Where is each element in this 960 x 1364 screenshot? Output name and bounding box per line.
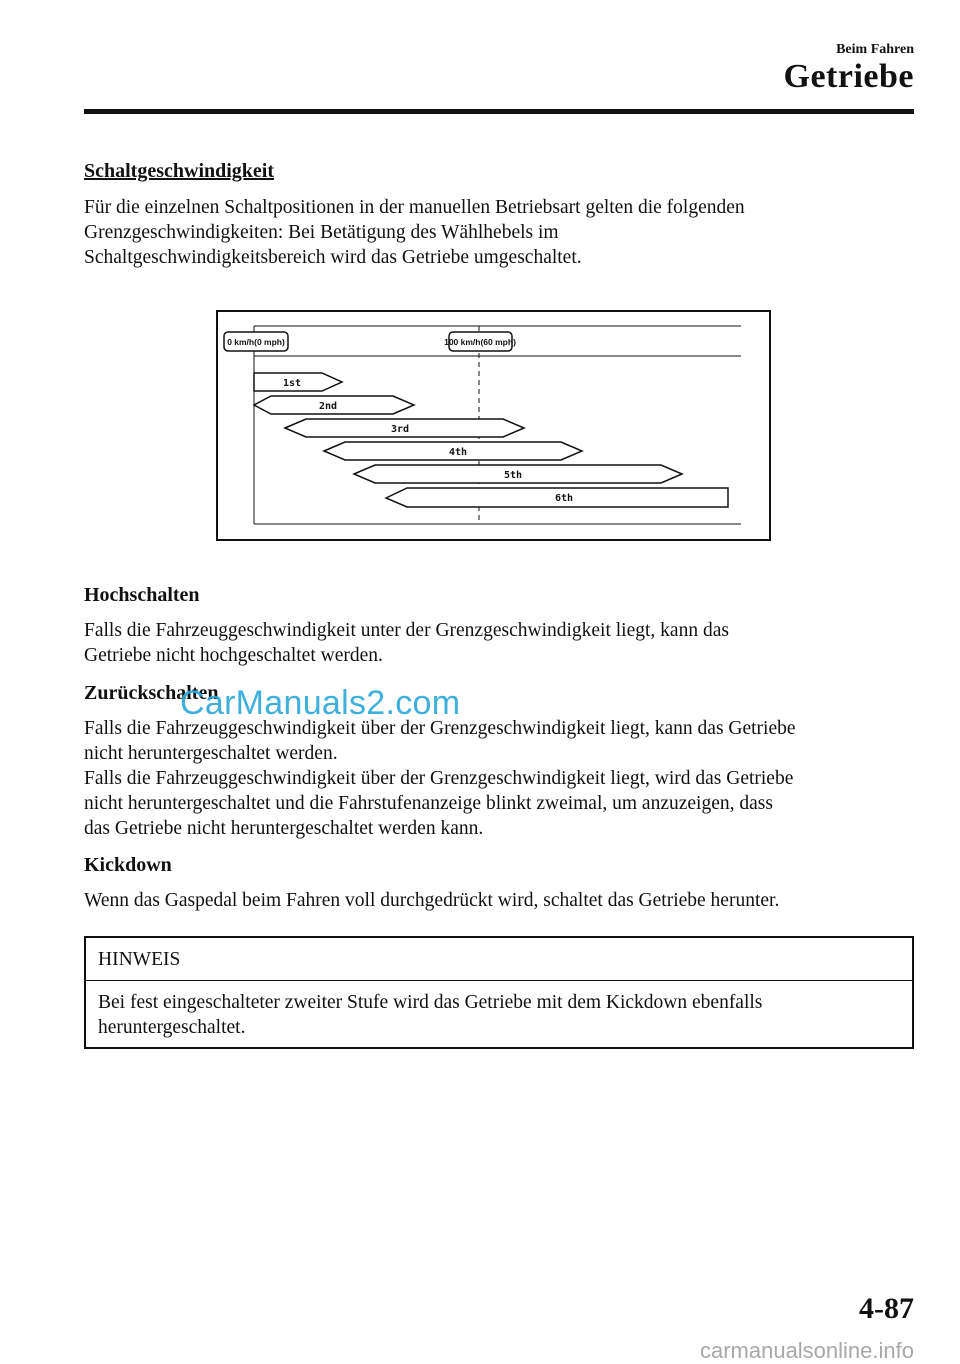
gear-label: 4th	[448, 447, 468, 458]
downshift-paragraph	[84, 716, 914, 841]
speed-mark-label: 100 km/h(60 mph)	[444, 337, 516, 347]
intro-line: Schaltgeschwindigkeitsbereich wird das Getriebe umgeschaltet.	[84, 247, 582, 268]
shift-speed-heading: Schaltgeschwindigkeit	[84, 160, 275, 182]
note-line: heruntergeschaltet.	[98, 1017, 246, 1038]
upshift-line: Getriebe nicht hochgeschaltet werden.	[84, 645, 383, 666]
note-line: Bei fest eingeschalteter zweiter Stufe wird das Getriebe mit dem Kickdown ebenfalls	[98, 992, 763, 1013]
note-box	[84, 936, 914, 1049]
upshift-heading: Hochschalten	[84, 584, 200, 606]
gear-label: 2nd	[318, 401, 338, 412]
chapter-title: Getriebe	[783, 58, 914, 95]
gear-bar-5th	[354, 465, 682, 483]
speed-mark-marker	[444, 332, 516, 351]
downshift-line: Falls die Fahrzeuggeschwindigkeit über der Grenzgeschwindigkeit liegt, wird das Getriebe	[84, 768, 794, 789]
downshift-line: das Getriebe nicht heruntergeschaltet werden kann.	[84, 818, 484, 839]
intro-paragraph	[84, 195, 914, 270]
speed-start-marker	[224, 332, 288, 351]
downshift-line: nicht heruntergeschaltet und die Fahrstufenanzeige blinkt zweimal, um anzuzeigen, dass	[84, 793, 773, 814]
gear-label: 3rd	[390, 424, 410, 435]
gear-label: 6th	[554, 493, 574, 504]
page-number: 4-87	[859, 1292, 914, 1325]
gear-bar-2nd	[254, 396, 414, 414]
kickdown-line: Wenn das Gaspedal beim Fahren voll durchgedrückt wird, schaltet das Getriebe herunter.	[84, 890, 780, 911]
watermark-overlay: CarManuals2.com	[180, 684, 461, 722]
intro-line: Für die einzelnen Schaltpositionen in der manuellen Betriebsart gelten die folgenden	[84, 197, 745, 218]
downshift-line: nicht heruntergeschaltet werden.	[84, 743, 338, 764]
section-title: Beim Fahren	[836, 42, 914, 57]
gear-bar-3rd	[285, 419, 524, 437]
note-title: HINWEIS	[98, 949, 181, 970]
downshift-heading: Zurückschalten	[84, 682, 219, 704]
gear-bar-6th	[386, 488, 728, 507]
kickdown-heading: Kickdown	[84, 854, 172, 876]
note-divider	[86, 980, 912, 981]
upshift-paragraph	[84, 618, 914, 668]
shift-speed-diagram	[216, 310, 771, 541]
intro-line: Grenzgeschwindigkeiten: Bei Betätigung des Wählhebels im	[84, 222, 559, 243]
downshift-line: Falls die Fahrzeuggeschwindigkeit über der Grenzgeschwindigkeit liegt, kann das Getriebe	[84, 718, 796, 739]
footer-watermark: carmanualsonline.info	[699, 1338, 914, 1363]
gear-bar-1st	[254, 373, 342, 391]
note-text	[98, 990, 898, 1040]
gear-bar-4th	[324, 442, 582, 460]
speed-start-label: 0 km/h(0 mph)	[227, 337, 285, 347]
kickdown-paragraph	[84, 888, 914, 913]
upshift-line: Falls die Fahrzeuggeschwindigkeit unter der Grenzgeschwindigkeit liegt, kann das	[84, 620, 729, 641]
gear-label: 5th	[503, 470, 523, 481]
header-rule	[84, 109, 914, 114]
gear-label: 1st	[282, 378, 302, 389]
